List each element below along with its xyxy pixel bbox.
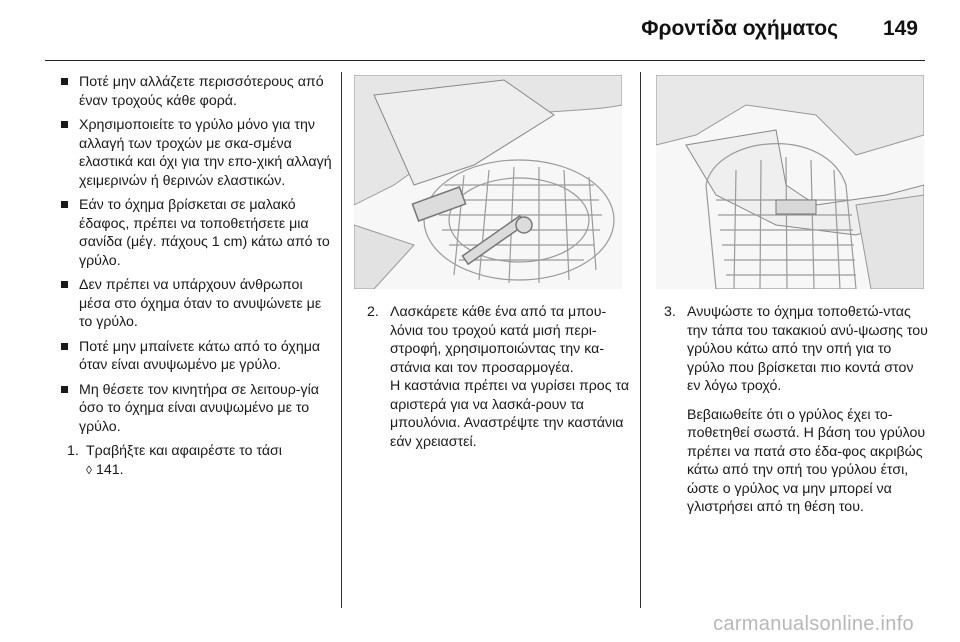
step-number: 3. [664, 304, 676, 320]
page-number: 149 [882, 17, 918, 40]
jack-placement-illustration [656, 75, 924, 289]
step-3 [664, 303, 929, 517]
bullet-square-icon [61, 201, 68, 208]
step-1 [46, 442, 334, 479]
watermark: carmanualsonline.info [713, 613, 914, 635]
bullet-square-icon [61, 281, 68, 288]
jack-placement-drawing [656, 75, 924, 289]
header-rule [45, 60, 925, 61]
bullet-item: Χρησιμοποιείτε το γρύλο μόνο για την αλλαγή των τροχών με σκα-σμένα ελαστικά και όχι για την επο-χική αλλαγή χειμερινών ή θερινών ελαστικών. [46, 116, 334, 190]
middle-column [367, 303, 632, 451]
bullet-item: Ποτέ μην μπαίνετε κάτω από το όχημα όταν είναι ανυψωμένο με γρύλο. [46, 338, 334, 375]
column-divider-1 [341, 72, 342, 608]
bullet-square-icon [61, 343, 68, 350]
right-column [664, 303, 929, 517]
step-text: Λασκάρετε κάθε ένα από τα μπου-λόνια του τροχού κατά μισή περι-στροφή, χρησιμοποιώντας την κα-στάνια και τον προσαρμογέα. [390, 304, 607, 376]
step-2 [367, 303, 632, 451]
bullet-square-icon [61, 121, 68, 128]
step-note: Η καστάνια πρέπει να γυρίσει προς τα αριστερά για να λασκά-ρουν τα μπουλόνια. Αναστρέψτε την καστάνια εάν χρειαστεί. [390, 378, 630, 450]
bullet-square-icon [61, 78, 68, 85]
step-number: 2. [367, 304, 379, 320]
step-text: Τραβήξτε και αφαιρέστε το τάσι [86, 443, 282, 459]
wheel-bolt-illustration [354, 75, 622, 289]
safety-bullet-list [46, 73, 334, 436]
bullet-item: Εάν το όχημα βρίσκεται σε μαλακό έδαφος, πρέπει να τοποθετήσετε μια σανίδα (μέγ. πάχους 1 cm) κάτω από το γρύλο. [46, 196, 334, 270]
bullet-square-icon [61, 386, 68, 393]
bullet-item: Δεν πρέπει να υπάρχουν άνθρωποι μέσα στο όχημα όταν το ανυψώνετε με το γρύλο. [46, 276, 334, 332]
bullet-item: Μη θέσετε τον κινητήρα σε λειτουρ-γία όσο το όχημα είναι ανυψωμένο με το γρύλο. [46, 381, 334, 437]
bullet-item: Ποτέ μην αλλάζετε περισσότερους από έναν τροχούς κάθε φορά. [46, 73, 334, 110]
page-title: Φροντίδα οχήματος [641, 17, 838, 40]
page-reference-link[interactable]: 141. [95, 461, 124, 478]
step-note: Βεβαιωθείτε ότι ο γρύλος έχει το-ποθετηθεί σωστά. Η βάση του γρύλου πρέπει να πατά στο έδα-φος ακριβώς κάτω από την οπή του γρύλου έτσι, ώστε ο γρύλος να μην μπορεί να γλιστρήσει από τη θέση του. [687, 406, 926, 515]
step-text: Ανυψώστε το όχημα τοποθετώ-ντας την τάπα του τακακιού ανύ-ψωσης του γρύλου κάτω από την οπή για το γρύλο που βρίσκεται πιο κοντά στον εν λόγω τροχό. [687, 304, 928, 394]
wheel-bolt-drawing [354, 75, 622, 289]
page-ref-arrow-icon: ◊ [86, 462, 92, 477]
step-number: 1. [67, 443, 79, 459]
left-column [46, 73, 334, 479]
column-divider-2 [640, 72, 641, 608]
page-header [0, 0, 960, 60]
